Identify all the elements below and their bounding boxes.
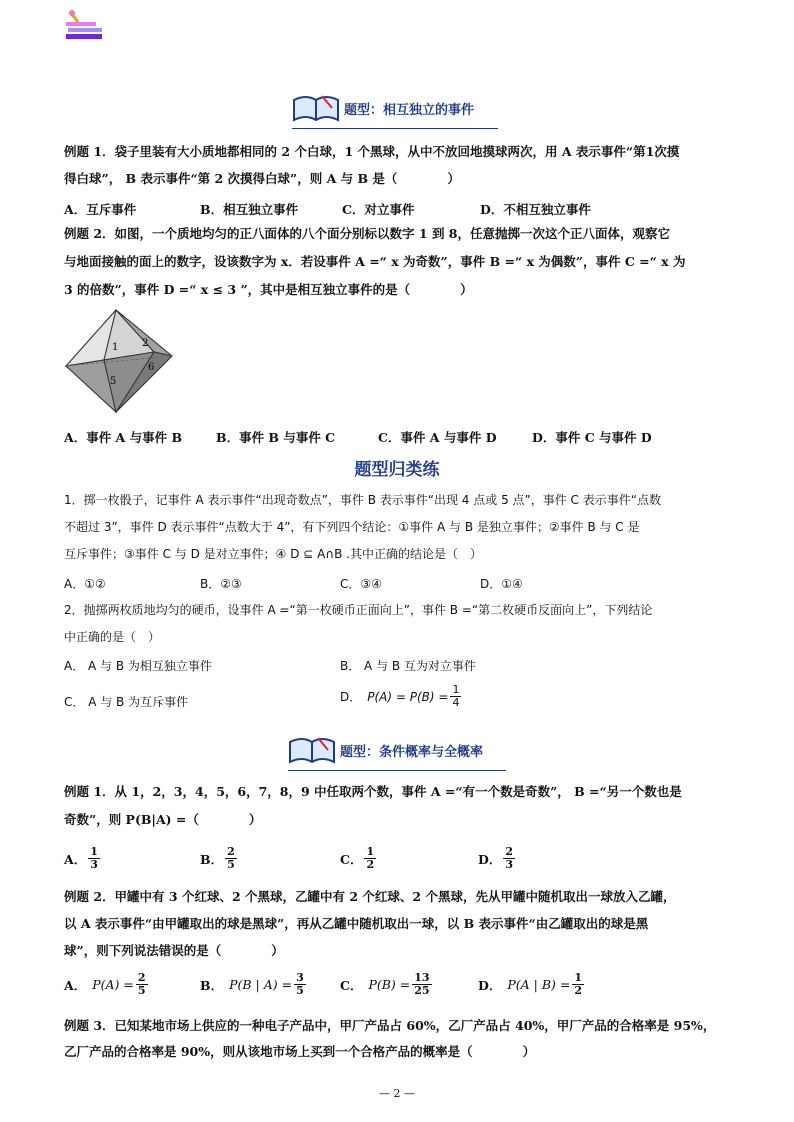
q1-line1: 1．掷一枚骰子，记事件 A 表示事件“出现奇数点”，事件 B 表示事件“出现 4 点或 5 点”，事件 C 表示事件“点数: [64, 493, 661, 507]
denominator: 25: [414, 984, 430, 997]
option-label: C．: [340, 851, 363, 867]
math-expression: P(A | B) =: [507, 977, 571, 992]
numerator: 3: [296, 971, 304, 984]
ex4-line1: 例题 2．甲罐中有 3 个红球、2 个黑球，乙罐中有 2 个红球、2 个黑球，先从甲罐中随机取出一球放入乙罐，: [64, 889, 676, 904]
ex2-line3: 3 的倍数”，事件 D =“ x ≤ 3 ”，其中是相互独立事件的是（ ）: [64, 282, 473, 297]
ex4-option-b: [200, 972, 308, 997]
ex3-option-c: [340, 846, 378, 871]
numerator: 2: [505, 845, 513, 858]
ex5-line2: 乙厂产品的合格率是 90%，则从该地市场上买到一个合格产品的概率是（ ）: [64, 1044, 536, 1059]
ex2-line2: 与地面接触的面上的数字，设该数字为 x．若设事件 A =“ x 为奇数”，事件 B =“ x 为偶数”，事件 C =“ x 为: [64, 254, 686, 269]
ex1-option-c: C．对立事件: [342, 202, 415, 217]
section-title: 题型：相互独立的事件: [344, 103, 475, 118]
ex3-option-a: [64, 846, 102, 871]
section-underline: [288, 770, 506, 771]
numerator: 2: [137, 971, 146, 984]
denominator: 3: [90, 858, 98, 871]
ex4-option-d: [478, 972, 586, 997]
ex4-option-c: [340, 972, 434, 997]
q2-option-c: C． A 与 B 为互斥事件: [64, 695, 189, 709]
ex1-option-b: B．相互独立事件: [200, 202, 299, 217]
fraction: [136, 972, 148, 997]
ex2-option-c: C．事件 A 与事件 D: [378, 430, 497, 445]
math-expression: P(B | A) =: [229, 977, 293, 992]
ex5-line1: 例题 3．已知某地市场上供应的一种电子产品中，甲厂产品占 60%，乙厂产品占 40%，甲厂产品的合格率是 95%，: [64, 1018, 716, 1033]
fraction: [450, 684, 461, 709]
fraction: [503, 846, 515, 871]
ex2-option-a: A．事件 A 与事件 B: [64, 430, 183, 445]
fraction: [225, 846, 237, 871]
ex4-line2: 以 A 表示事件“由甲罐取出的球是黑球”，再从乙罐中随机取出一球，以 B 表示事件“由乙罐取出的球是黑: [64, 916, 649, 931]
page-number: — 2 —: [379, 1087, 415, 1100]
math-expression: P(B) =: [368, 977, 411, 992]
denominator: 5: [227, 858, 235, 871]
section-header-independent: [292, 92, 474, 124]
open-book-icon: [292, 92, 340, 124]
denominator: 5: [137, 984, 146, 997]
denominator: 3: [505, 858, 513, 871]
math-expression: P(A) = P(B) =: [367, 689, 449, 704]
denominator: 4: [452, 696, 460, 709]
numerator: 1: [366, 845, 375, 858]
q1-line2: 不超过 3”，事件 D 表示事件“点数大于 4”，有下列四个结论：①事件 A 与 B 是独立事件；②事件 B 与 C 是: [64, 520, 640, 534]
fraction: [364, 846, 376, 871]
practice-title: 题型归类练: [354, 460, 440, 480]
numerator: 1: [90, 845, 98, 858]
face-label-1: 1: [112, 342, 119, 353]
ex1-option-a: A．互斥事件: [64, 202, 137, 217]
q1-option-b: B．②③: [200, 577, 242, 591]
octahedron-figure: [62, 308, 182, 416]
face-label-2: 2: [142, 338, 149, 349]
q1-option-a: A．①②: [64, 577, 106, 591]
denominator: 5: [296, 984, 304, 997]
numerator: 1: [574, 971, 582, 984]
fraction: [572, 972, 584, 997]
ex2-option-d: D．事件 C 与事件 D: [532, 430, 652, 445]
ex4-option-a: [64, 972, 150, 997]
option-label: A．: [64, 851, 87, 867]
ex1-line1: 例题 1．袋子里装有大小质地都相同的 2 个白球，1 个黑球，从中不放回地摸球两次，用 A 表示事件“第1次摸: [64, 144, 680, 159]
q2-line1: 2．抛掷两枚质地均匀的硬币，设事件 A =“第一枚硬币正面向上”，事件 B =“第二枚硬币反面向上”，下列结论: [64, 603, 653, 617]
ex1-line2: 得白球”， B 表示事件“第 2 次摸得白球”，则 A 与 B 是（ ）: [64, 171, 460, 186]
section-underline: [292, 128, 498, 129]
ex3-option-b: [200, 846, 239, 871]
header-logo-icon: [64, 8, 108, 42]
fraction: [88, 846, 100, 871]
ex3-line1: 例题 1．从 1，2，3，4，5，6，7，8，9 中任取两个数，事件 A =“有一个数是奇数”， B =“另一个数也是: [64, 784, 682, 799]
ex4-line3: 球”，则下列说法错误的是（ ）: [64, 943, 284, 958]
option-label: B．: [200, 977, 224, 993]
q1-line3: 互斥事件；③事件 C 与 D 是对立事件；④ D ⊆ A∩B .其中正确的结论是（ ）: [64, 547, 482, 561]
q2-line2: 中正确的是（ ）: [64, 630, 161, 644]
option-label: D．: [478, 851, 502, 867]
option-label: D．: [340, 690, 362, 704]
face-label-5: 5: [110, 376, 117, 387]
fraction: [412, 972, 431, 997]
option-label: B．: [200, 851, 224, 867]
math-expression: P(A) =: [92, 977, 134, 992]
option-label: D．: [478, 977, 502, 993]
option-label: C．: [340, 977, 363, 993]
q2-option-a: A． A 与 B 为相互独立事件: [64, 659, 212, 673]
ex2-option-b: B．事件 B 与事件 C: [216, 430, 336, 445]
option-label: A．: [64, 977, 87, 993]
numerator: 1: [452, 683, 460, 696]
face-label-6: 6: [148, 362, 155, 373]
ex2-line1: 例题 2．如图，一个质地均匀的正八面体的八个面分别标以数字 1 到 8，任意抛掷一次这个正八面体，观察它: [64, 226, 671, 241]
q2-option-b: B． A 与 B 互为对立事件: [340, 659, 476, 673]
ex3-line2: 奇数”，则 P(B|A) =（ ）: [64, 812, 262, 827]
numerator: 13: [414, 971, 430, 984]
q2-option-d: [340, 684, 463, 709]
section-title: 题型：条件概率与全概率: [340, 745, 484, 760]
ex3-option-d: [478, 846, 517, 871]
ex1-option-d: D．不相互独立事件: [480, 202, 591, 217]
fraction: [294, 972, 306, 997]
q1-option-d: D．①④: [480, 577, 523, 591]
section-header-conditional: [288, 734, 483, 766]
numerator: 2: [227, 845, 235, 858]
denominator: 2: [366, 858, 375, 871]
open-book-icon: [288, 734, 336, 766]
q1-option-c: C．③④: [340, 577, 382, 591]
denominator: 2: [574, 984, 582, 997]
